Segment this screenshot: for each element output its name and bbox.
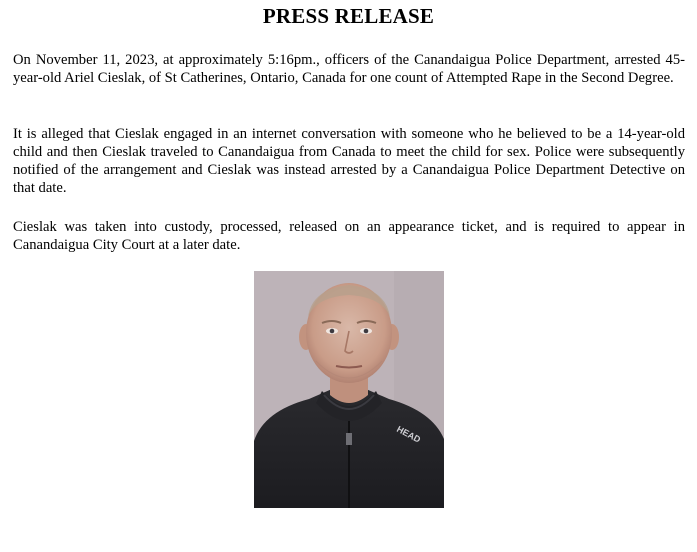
shirt-logo: HEAD: [395, 423, 423, 445]
mugshot-photo: [254, 271, 444, 508]
page-title: PRESS RELEASE: [262, 4, 435, 28]
paragraph-arrest-details: On November 11, 2023, at approximately 5:16pm., officers of the Canandaigua Police Department, arrested 45-year-old Ariel Cieslak, of St Catherines, Ontario, Canada for one count of Attempted Rape in the Second Degree.: [13, 52, 685, 86]
paragraph-allegation: It is alleged that Cieslak engaged in an internet conversation with someone who he believed to be a 14-year-old child and then Cieslak traveled to Canandaigua from Canada to meet the child for sex. Police were subsequently notified of the arrangement and Cieslak was instead arrested by a Canandaigua Police Department Detective on that date.: [13, 126, 685, 196]
mugshot-illustration: [254, 271, 444, 508]
paragraph-custody: Cieslak was taken into custody, processed, released on an appearance ticket, and is required to appear in Canandaigua City Court at a later date.: [13, 219, 685, 253]
